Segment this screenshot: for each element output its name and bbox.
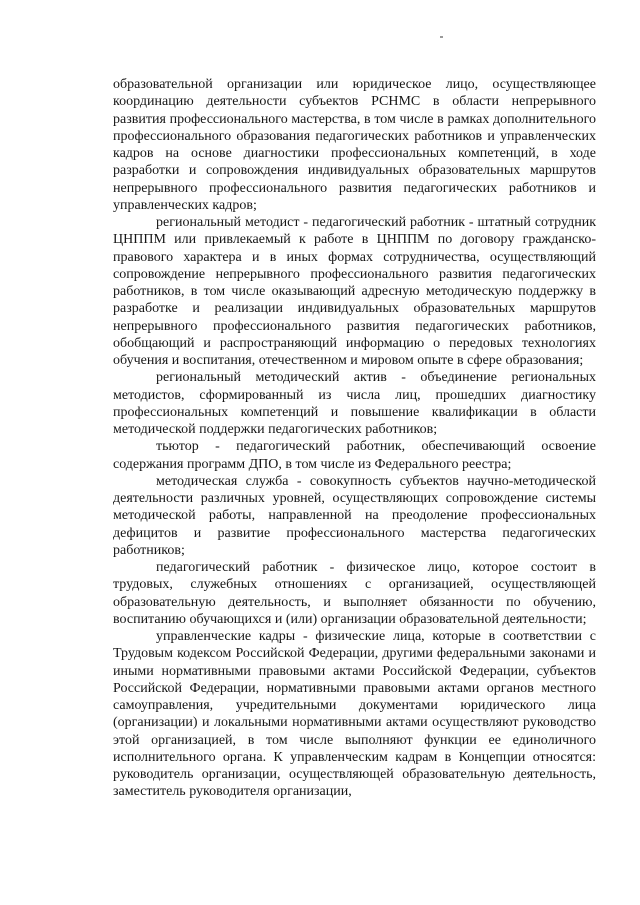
paragraph-regional-methodist: региональный методист - педагогический работник - штатный сотрудник ЦНППМ или привлекаемый к работе в ЦНППМ по договору гражданско-правового характера и в иных формах сотрудничества, осуществляющий сопровождение непрерывного профессионального развития педагогических работников, в том числе оказывающий адресную методическую поддержку в разработке и реализации индивидуальных образовательных маршрутов непрерывного профессионального развития педагогических работников, обобщающий и распространяющий информацию о передовых технологиях обучения и воспитания, отечественном и мировом опыте в сфере образования; (113, 215, 596, 368)
scan-mark (440, 36, 443, 38)
paragraph-management-personnel: управленческие кадры - физические лица, которые в соответствии с Трудовым кодексом Российской Федерации, другими федеральными законами и иными нормативными правовыми актами Российской Федерации, субъектов Российской Федерации, нормативными правовыми актами органов местного самоуправления, учредительными документами юридического лица (организации) и локальными нормативными актами осуществляют руководство этой организацией, в том числе выполняют функции ее единоличного исполнительного органа. К управленческим кадрам в Концепции относятся: руководитель организации, осуществляющей образовательную деятельность, заместитель руководителя организации, (113, 629, 596, 800)
paragraph-methodical-service: методическая служба - совокупность субъектов научно-методической деятельности различных уровней, осуществляющих сопровождение системы методической работы, направленной на преодоление профессиональных дефицитов и развитие профессионального мастерства педагогических работников; (113, 473, 596, 558)
paragraph-organization-continuation: образовательной организации или юридическое лицо, осуществляющее координацию деятельности субъектов РСНМС в области непрерывного развития профессионального мастерства, в том числе в рамках дополнительного профессионального образования педагогических работников и управленческих кадров на основе диагностики профессиональных компетенций, в ходе разработки и сопровождения индивидуальных образовательных маршрутов непрерывного профессионального развития педагогических работников и управленческих кадров; (113, 77, 596, 213)
document-body (113, 76, 596, 801)
paragraph-regional-methodical-asset: региональный методический актив - объединение региональных методистов, сформированный из числа лиц, прошедших диагностику профессиональных компетенций и повышение квалификации в области методической поддержки педагогических работников; (113, 370, 596, 437)
paragraph-pedagogical-worker: педагогический работник - физическое лицо, которое состоит в трудовых, служебных отношениях с организацией, осуществляющей образовательную деятельность, и выполняет обязанности по обучению, воспитанию обучающихся и (или) организации образовательной деятельности; (113, 560, 596, 627)
paragraph-tutor: тьютор - педагогический работник, обеспечивающий освоение содержания программ ДПО, в том числе из Федерального реестра; (113, 439, 596, 472)
